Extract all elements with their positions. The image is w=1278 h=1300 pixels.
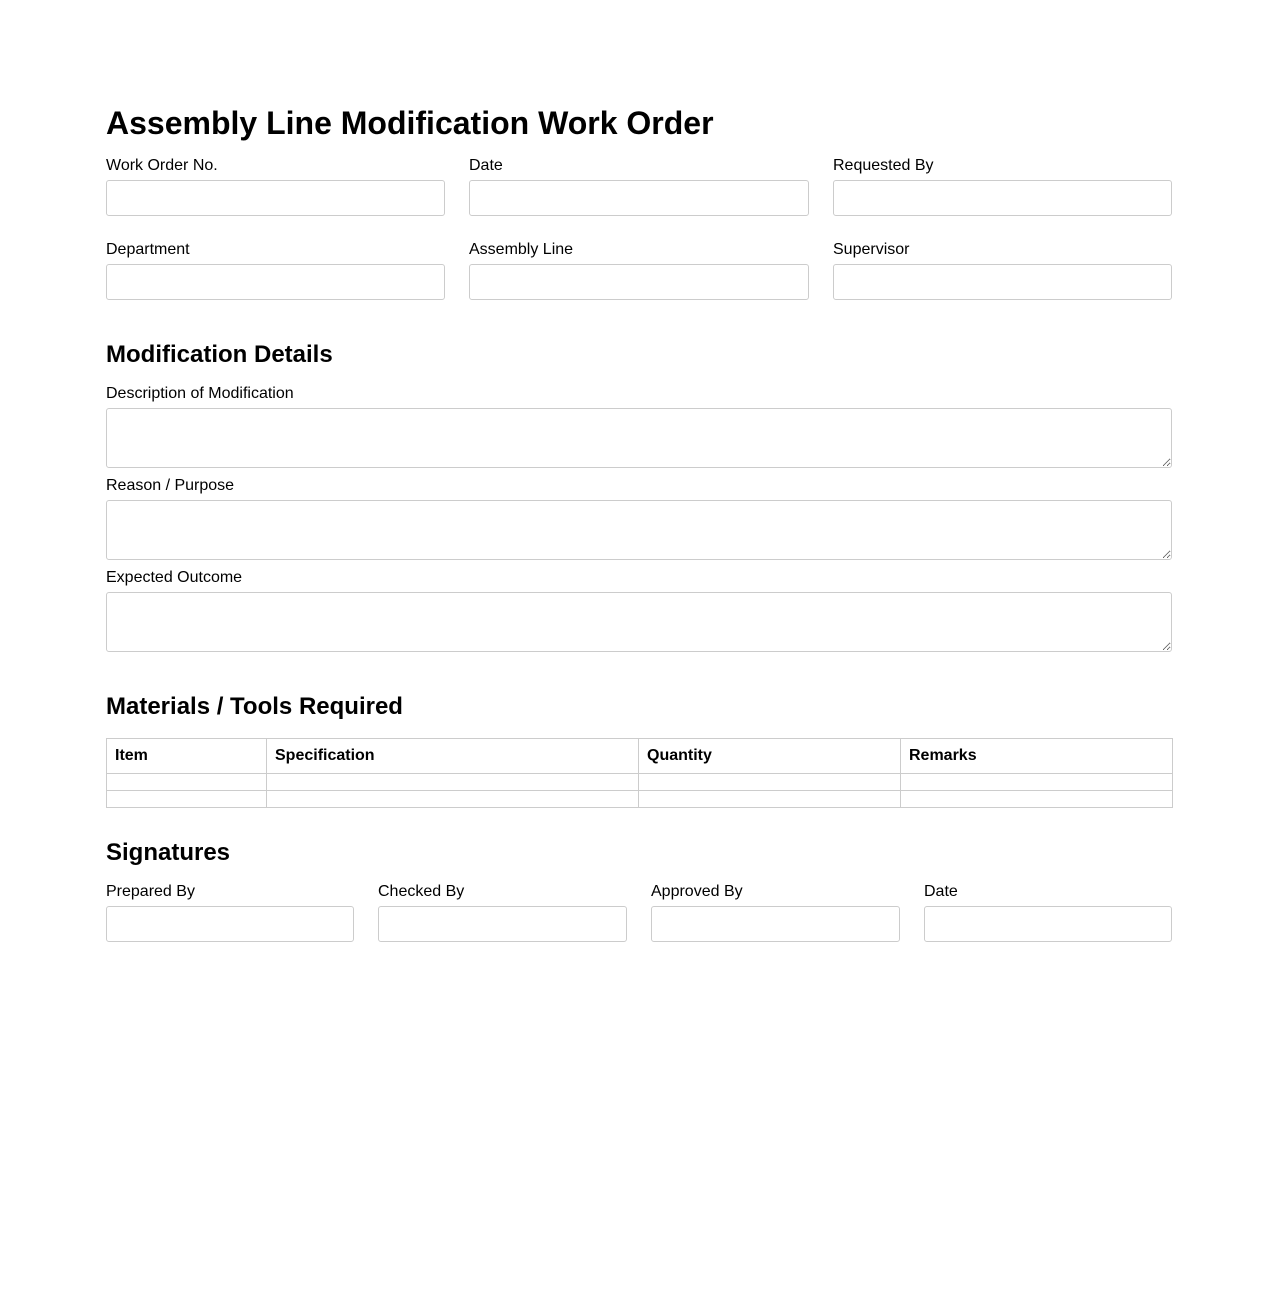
- table-cell-specification[interactable]: [267, 774, 639, 791]
- date-label: Date: [469, 157, 503, 174]
- table-cell-quantity[interactable]: [639, 791, 901, 808]
- column-header-item: Item: [107, 739, 267, 774]
- department-label: Department: [106, 241, 190, 258]
- work-order-no-input[interactable]: [106, 180, 445, 216]
- table-cell-quantity[interactable]: [639, 774, 901, 791]
- checked-by-input[interactable]: [378, 906, 627, 942]
- department-input[interactable]: [106, 264, 445, 300]
- description-textarea[interactable]: [106, 408, 1172, 468]
- reason-textarea[interactable]: [106, 500, 1172, 560]
- expected-outcome-label: Expected Outcome: [106, 569, 243, 586]
- signature-date-label: Date: [924, 883, 958, 900]
- table-cell-item[interactable]: [107, 774, 267, 791]
- materials-heading: Materials / Tools Required: [106, 693, 403, 720]
- table-cell-specification[interactable]: [267, 791, 639, 808]
- table-cell-remarks[interactable]: [901, 791, 1173, 808]
- prepared-by-label: Prepared By: [106, 883, 195, 900]
- work-order-no-label: Work Order No.: [106, 157, 218, 174]
- requested-by-input[interactable]: [833, 180, 1172, 216]
- modification-details-heading: Modification Details: [106, 341, 333, 368]
- expected-outcome-textarea[interactable]: [106, 592, 1172, 652]
- table-header-row: [107, 739, 1173, 774]
- signature-date-input[interactable]: [924, 906, 1172, 942]
- reason-label: Reason / Purpose: [106, 477, 235, 494]
- approved-by-label: Approved By: [651, 883, 743, 900]
- approved-by-input[interactable]: [651, 906, 900, 942]
- assembly-line-input[interactable]: [469, 264, 809, 300]
- requested-by-label: Requested By: [833, 157, 934, 174]
- assembly-line-label: Assembly Line: [469, 241, 574, 258]
- table-row: [107, 774, 1173, 791]
- signatures-heading: Signatures: [106, 839, 231, 866]
- checked-by-label: Checked By: [378, 883, 465, 900]
- column-header-quantity: Quantity: [639, 739, 901, 774]
- column-header-specification: Specification: [267, 739, 639, 774]
- table-row: [107, 791, 1173, 808]
- column-header-remarks: Remarks: [901, 739, 1173, 774]
- materials-table: [106, 738, 1173, 808]
- supervisor-label: Supervisor: [833, 241, 910, 258]
- page-title: Assembly Line Modification Work Order: [106, 105, 714, 141]
- prepared-by-input[interactable]: [106, 906, 354, 942]
- description-label: Description of Modification: [106, 385, 294, 402]
- table-cell-remarks[interactable]: [901, 774, 1173, 791]
- table-cell-item[interactable]: [107, 791, 267, 808]
- supervisor-input[interactable]: [833, 264, 1172, 300]
- date-input[interactable]: [469, 180, 809, 216]
